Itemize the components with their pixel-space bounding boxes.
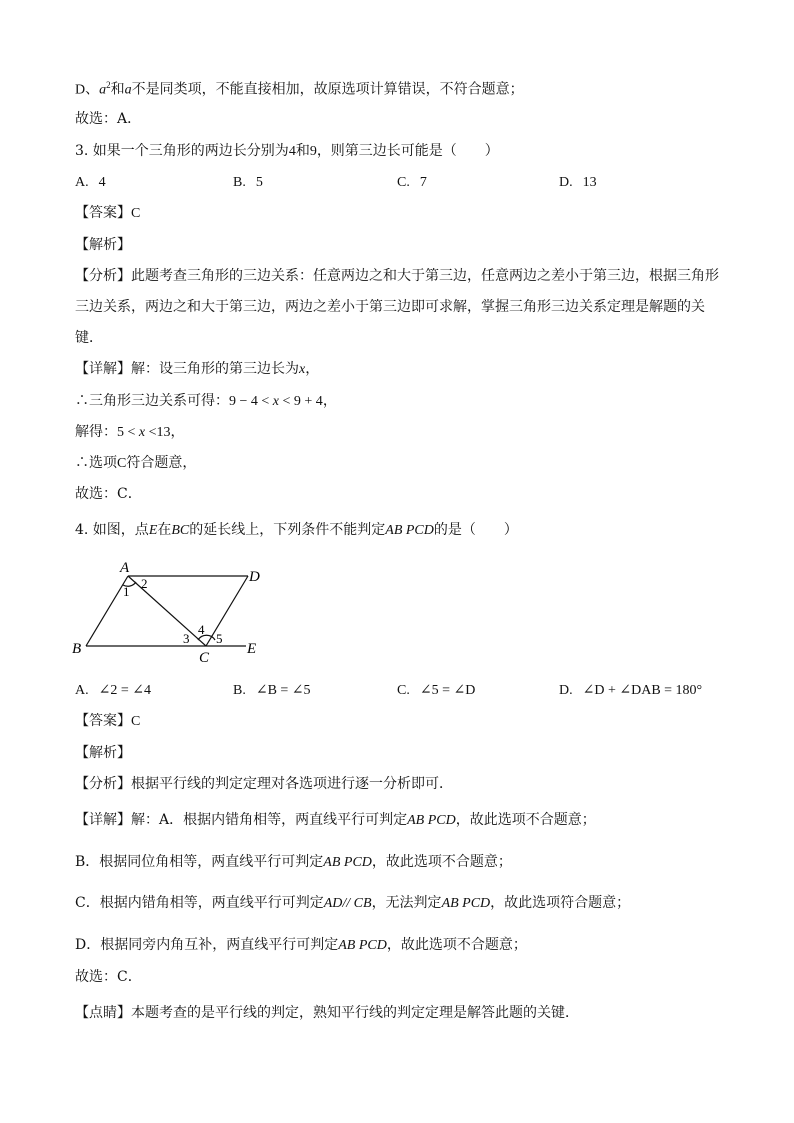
text-fragment: C xyxy=(131,714,141,729)
text-fragment: 5 < xyxy=(117,425,139,440)
text-fragment: C xyxy=(131,206,141,221)
option-value: 13 xyxy=(582,175,597,190)
text-fragment: 3. 如果一个三角形的两边长分别为 xyxy=(75,143,289,159)
text-fragment: a xyxy=(124,82,132,98)
text-fragment: 【答案】 xyxy=(75,713,131,729)
text-fragment: 【点睛】本题考查的是平行线的判定，熟知平行线的判定定理是解答此题的关键． xyxy=(75,1005,579,1021)
text-fragment: ，无法判定 xyxy=(371,895,442,911)
option-label: D. xyxy=(559,175,573,190)
text-line-l10 xyxy=(75,359,319,380)
text-fragment: AB PCD xyxy=(407,813,456,828)
option-value: ∠5 = ∠D xyxy=(419,683,476,698)
text-fragment: ∴三角形三边关系可得： xyxy=(75,393,229,409)
text-fragment: 键． xyxy=(75,330,103,346)
text-fragment: AD// CB xyxy=(323,896,372,911)
text-fragment: ，故此选项不合题意； xyxy=(371,854,512,870)
text-line-l1 xyxy=(75,75,524,101)
text-fragment: 解得： xyxy=(75,424,117,440)
text-fragment: x xyxy=(272,394,280,409)
option-label: A. xyxy=(75,175,89,190)
q4-options-option xyxy=(233,680,311,701)
segment-cd xyxy=(206,576,248,646)
segment-ab xyxy=(86,576,128,646)
text-fragment: x xyxy=(299,362,306,377)
option-value: ∠D + ∠DAB = 180° xyxy=(582,683,703,698)
text-fragment: 故选：C． xyxy=(75,969,142,985)
option-label: D. xyxy=(559,683,573,698)
text-fragment: 不是同类项，不能直接相加，故原选项计算错误，不符合题意； xyxy=(131,81,524,98)
text-fragment: 9 xyxy=(309,144,317,159)
option-label: A. xyxy=(75,683,89,698)
q3-options-option xyxy=(75,172,106,193)
option-value: 7 xyxy=(419,175,427,190)
text-fragment: AB PCD xyxy=(323,855,372,870)
text-line-l7 xyxy=(75,266,719,286)
text-fragment: < 9 + 4 xyxy=(279,394,323,409)
point-label-e: E xyxy=(247,641,257,657)
text-fragment: 2 xyxy=(106,80,111,90)
angle-label-5: 5 xyxy=(216,631,223,646)
text-fragment: ，故此选项符合题意； xyxy=(490,895,631,911)
angle-label-1: 1 xyxy=(123,584,130,599)
text-fragment: 【详解】解：设三角形的第三边长为 xyxy=(75,361,299,377)
text-line-l17 xyxy=(75,711,140,732)
text-line-l5 xyxy=(75,203,140,224)
q4-options-option xyxy=(75,680,151,701)
q3-options-option xyxy=(233,172,263,193)
text-fragment: 和 xyxy=(110,81,125,98)
text-line-l12 xyxy=(75,422,185,443)
option-value: 5 xyxy=(255,175,263,190)
text-fragment: 【解析】 xyxy=(75,745,131,761)
text-fragment: 【详解】解：A．根据内错角相等，两直线平行可判定 xyxy=(75,812,408,828)
text-line-l13 xyxy=(75,453,196,474)
text-fragment: ， xyxy=(322,393,337,409)
text-fragment: 【答案】 xyxy=(75,205,131,221)
text-fragment: AB PCD xyxy=(338,938,387,953)
point-label-d: D xyxy=(249,569,260,585)
text-line-l23 xyxy=(75,935,527,956)
text-fragment: C．根据内错角相等，两直线平行可判定 xyxy=(75,895,324,911)
text-line-l25 xyxy=(75,1003,579,1023)
text-fragment: D．根据同旁内角互补，两直线平行可判定 xyxy=(75,937,339,953)
option-label: C. xyxy=(397,175,410,190)
text-fragment: 4. 如图，点 xyxy=(75,522,149,538)
text-fragment: D、 xyxy=(75,82,100,98)
text-fragment: 【分析】此题考查三角形的三边关系：任意两边之和大于第三边，任意两边之差小于第三边，根据三角形 xyxy=(75,268,719,284)
text-fragment: 故选：C． xyxy=(75,486,142,502)
option-value: 4 xyxy=(98,175,106,190)
text-line-l2 xyxy=(75,109,141,129)
text-fragment: 三边关系，两边之和大于第三边，两边之差小于第三边即可求解，掌握三角形三边关系定理是解题的关 xyxy=(75,299,705,315)
text-line-l6 xyxy=(75,235,131,255)
text-fragment: 的延长线上，下列条件不能判定 xyxy=(189,522,386,538)
text-fragment: E xyxy=(148,523,158,538)
text-fragment: ∴选项 xyxy=(75,455,117,471)
q4-options-option xyxy=(559,680,702,701)
text-fragment: <13 xyxy=(145,425,171,440)
text-fragment: 【分析】根据平行线的判定定理对各选项进行逐一分析即可． xyxy=(75,776,453,792)
text-fragment: BC xyxy=(171,523,190,538)
text-fragment: 9 − 4 < xyxy=(229,394,273,409)
point-label-b: B xyxy=(72,641,82,657)
text-line-l14 xyxy=(75,484,142,504)
text-line-l21 xyxy=(75,852,512,873)
text-fragment: ，故此选项不合题意； xyxy=(386,937,527,953)
text-fragment: x xyxy=(138,425,146,440)
text-fragment: ， xyxy=(170,424,185,440)
segment-ac xyxy=(128,576,206,646)
angle-label-4: 4 xyxy=(198,622,205,637)
text-fragment: 在 xyxy=(157,522,172,538)
text-fragment: ，则第三边长可能是（ ） xyxy=(316,143,499,159)
text-fragment: 4 xyxy=(288,144,296,159)
text-fragment: 符合题意， xyxy=(126,455,197,471)
text-fragment: 故选：A． xyxy=(75,111,142,127)
option-value: ∠2 = ∠4 xyxy=(98,683,151,698)
point-label-a: A xyxy=(120,560,130,576)
q3-options-option xyxy=(559,172,597,193)
text-line-l8 xyxy=(75,297,705,317)
text-line-l15 xyxy=(75,520,518,541)
text-fragment: C xyxy=(117,456,127,471)
text-fragment: B．根据同位角相等，两直线平行可判定 xyxy=(75,854,324,870)
text-fragment: 【解析】 xyxy=(75,237,131,253)
q4-options-option xyxy=(397,680,475,701)
q3-options-option xyxy=(397,172,427,193)
point-label-c: C xyxy=(199,650,210,666)
text-fragment: 和 xyxy=(295,143,310,159)
text-line-l24 xyxy=(75,967,142,987)
text-fragment: AB PCD xyxy=(385,523,434,538)
option-label: C. xyxy=(397,683,410,698)
text-fragment: ， xyxy=(305,361,320,377)
angle-label-3: 3 xyxy=(183,631,190,646)
text-line-l11 xyxy=(75,391,337,412)
text-line-l3 xyxy=(75,141,499,162)
text-fragment: a xyxy=(99,82,107,98)
text-fragment: 的是（ ） xyxy=(433,522,518,538)
text-line-l9 xyxy=(75,328,103,348)
option-label: B. xyxy=(233,683,246,698)
option-label: B. xyxy=(233,175,246,190)
text-line-l19 xyxy=(75,774,453,794)
text-line-l22 xyxy=(75,893,630,914)
option-value: ∠B = ∠5 xyxy=(255,683,311,698)
text-fragment: AB PCD xyxy=(441,896,491,911)
angle-label-2: 2 xyxy=(141,576,148,591)
geometry-figure xyxy=(70,558,270,668)
text-fragment: ，故此选项不合题意； xyxy=(455,812,596,828)
text-line-l20 xyxy=(75,810,596,831)
text-line-l18 xyxy=(75,743,131,763)
